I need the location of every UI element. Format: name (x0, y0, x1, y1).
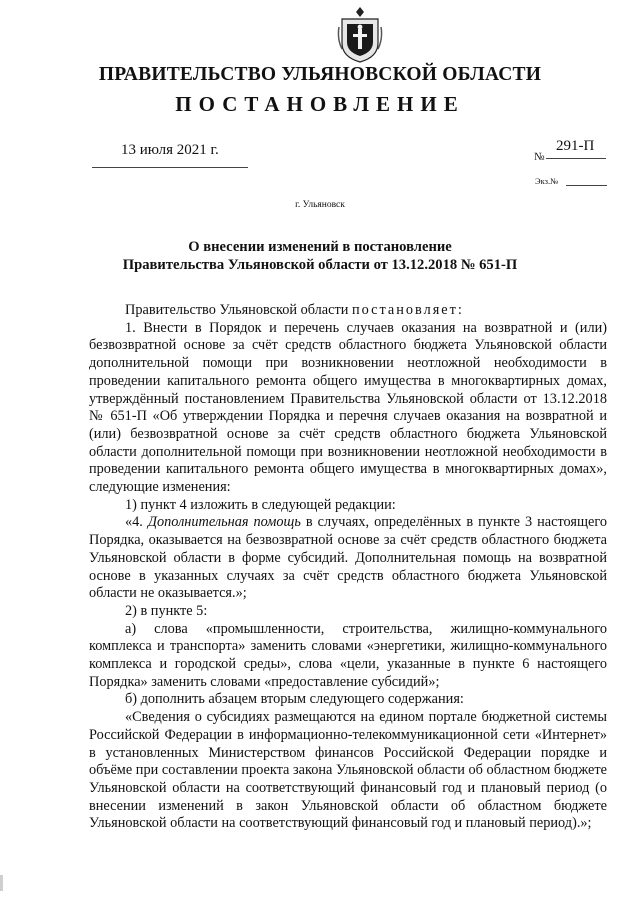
scan-edge-mark (0, 875, 3, 891)
intro-text: Правительство Ульяновской области (125, 302, 349, 318)
paragraph-3 (89, 514, 607, 603)
date-underline (92, 167, 248, 168)
government-title: ПРАВИТЕЛЬСТВО УЛЬЯНОВСКОЙ ОБЛАСТИ (98, 64, 542, 85)
document-date: 13 июля 2021 г. (121, 142, 219, 158)
number-underline (546, 158, 606, 159)
intro-paragraph (89, 302, 607, 320)
coat-of-arms-icon (337, 5, 383, 63)
paragraph-4: 2) в пункте 5: (125, 602, 208, 619)
paragraph-3-rest: в случаях, определённых в пункте 3 настоящего Порядка, оказывается на безвозвратной основе за счёт средств областного бюджета Ульяновской области в форме субсидий. Дополнительная помощь на возвратной основе в указанных случаях за счёт средств областного бюджета Ульяновской области не оказывается.»; (89, 514, 607, 602)
document-type-title: ПОСТАНОВЛЕНИЕ (175, 92, 465, 116)
document-body (89, 302, 607, 833)
paragraph-5: а) слова «промышленности, строительства, жилищно-коммунального комплекса и транспорта» заменить словами «энергетики, жилищно-коммунального комплекса и городской среды», слова «цели, указанные в пункте 6 настоящего Порядка» заменить словами «предоставление субсидий»; (89, 620, 607, 690)
number-sign: № (534, 151, 545, 163)
copy-number-underline (566, 185, 607, 186)
paragraph-3-lead: «4. (125, 514, 143, 531)
paragraph-7: «Сведения о субсидиях размещаются на едином портале бюджетной системы Российской Федерации в информационно-телекоммуникационной сети «Интернет» в установленных Министерством финансов Российской Федерации порядке и объёме при составлении проекта закона Ульяновской области об областном бюджете Ульяновской области на соответствующий финансовый год и плановый период (о внесении изменений в закон Ульяновской области об областном бюджете Ульяновской области на соответствующий финансовый год и плановый период).»; (89, 709, 607, 832)
city-label: г. Ульяновск (295, 200, 345, 210)
intro-decree-word: постановляет: (351, 302, 464, 318)
paragraph-1: 1. Внести в Порядок и перечень случаев оказания на возвратной и (или) безвозвратной основе за счёт средств областного бюджета Ульяновской области дополнительной помощи при возникновении неотложной необходимости в проведении капитального ремонта общего имущества в многоквартирных домах, утверждённый постановлением Правительства Ульяновской области от 13.12.2018 № 651-П «Об утверждении Порядка и перечня случаев оказания на возвратной и (или) безвозвратной основе за счёт средств областного бюджета Ульяновской области дополнительной помощи при возникновении неотложной необходимости в проведении капитального ремонта общего имущества в многоквартирных домах», следующие изменения: (89, 319, 607, 496)
paragraph-6: б) дополнить абзацем вторым следующего содержания: (125, 691, 464, 708)
copy-number-label: Экз.№ (535, 176, 559, 186)
subject-line-2: Правительства Ульяновской области от 13.12.2018 № 651-П (122, 257, 518, 273)
document-number: 291-П (556, 138, 595, 154)
paragraph-2: 1) пункт 4 изложить в следующей редакции: (125, 496, 396, 513)
document-subject (0, 238, 640, 274)
subject-line-1: О внесении изменений в постановление (188, 239, 452, 255)
paragraph-3-italic: Дополнительная помощь (147, 514, 301, 531)
